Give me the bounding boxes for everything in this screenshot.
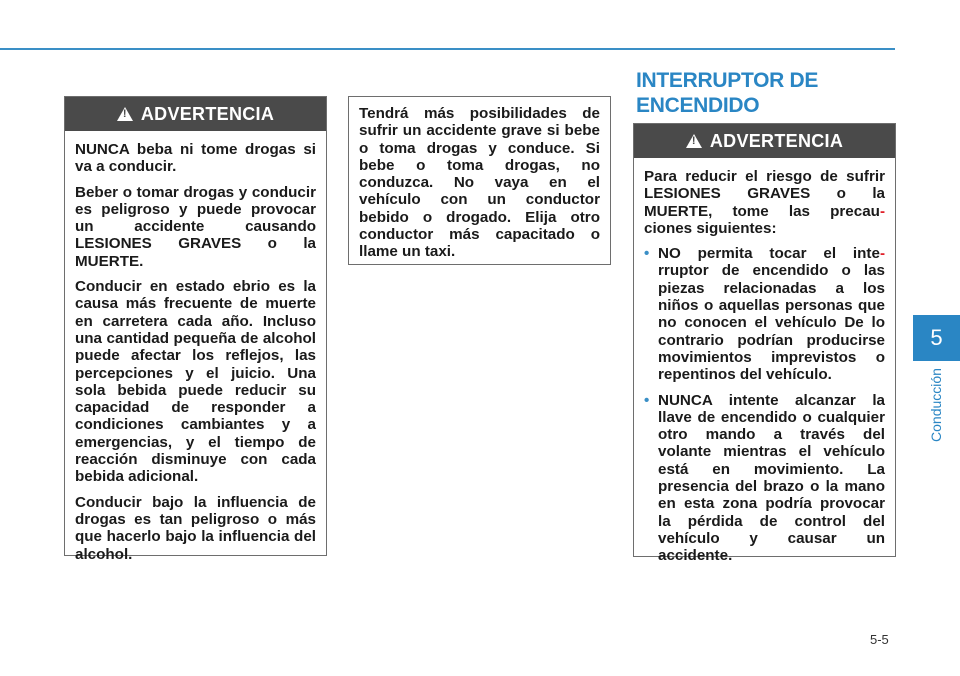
warning-intro [644, 168, 885, 237]
hyphen-mark: - [879, 245, 885, 263]
continuation-text: Tendrá más posibilidades de sufrir un accidente grave si bebe o toma drogas y conduce. Si bebe o toma drogas, no conduzca. No vaya en el vehículo con un conductor bebido o drogado. Elija otro conductor más capacitado o llame un taxi. [359, 105, 600, 261]
hyphen-mark: - [879, 202, 885, 220]
warning-triangle-icon [117, 107, 133, 121]
section-title [636, 68, 818, 118]
intro-text-a: Para reducir el riesgo de sufrir LESIONES GRAVES o la MUERTE, tome las precau [644, 168, 885, 220]
page-number: 5-5 [870, 632, 889, 647]
section-title-line2: ENCENDIDO [636, 94, 760, 117]
warning-header [65, 97, 326, 131]
intro-text-b: ciones siguientes: [644, 219, 777, 237]
warning-paragraph: NUNCA beba ni tome drogas si va a conducir. [75, 141, 316, 176]
bullet-dot-icon: • [644, 245, 650, 263]
warning-paragraph: Beber o tomar drogas y conducir es peligroso y puede provocar un accidente causando LESIONES GRAVES o la MUERTE. [75, 183, 316, 270]
bullet-dot-icon: • [644, 391, 650, 409]
chapter-label: Conducción [928, 368, 944, 442]
warning-paragraph: Conducir en estado ebrio es la causa más frecuente de muerte en carretera cada año. Incluso una cantidad pequeña de alcohol puede afectar los reflejos, las percepciones y el juicio. Una sola bebida puede reducir su capacidad de responder a condiciones cambiantes y a emergencias, y el tiempo de reacción disminuye con cada bebida adicional. [75, 278, 316, 486]
warning-body [65, 131, 326, 571]
warning-box-alcohol [64, 96, 327, 563]
warning-heading: ADVERTENCIA [709, 130, 844, 151]
warning-heading: ADVERTENCIA [140, 103, 275, 124]
bullet-item [644, 245, 885, 383]
warning-body [634, 158, 895, 573]
warning-box-continuation [348, 96, 611, 265]
header-rule [0, 48, 895, 50]
bullet-text-b: rruptor de encendido o las piezas relacionadas a los niños o aquellas personas que no conocen el vehículo De lo contrario podrían producirse movimientos imprevistos o repentinos del vehículo. [658, 262, 885, 384]
chapter-number: 5 [930, 325, 943, 350]
bullet-text: NUNCA intente alcanzar la llave de encendido o cualquier otro mando a través del volante mientras el vehículo está en movimiento. La presencia del brazo o la mano en esta zona podría provocar la pérdida de control del vehículo y causar un accidente. [658, 391, 885, 565]
bullet-item [644, 392, 885, 565]
chapter-tab [913, 315, 960, 361]
warning-triangle-icon [686, 134, 702, 148]
warning-box-ignition [633, 123, 896, 565]
bullet-text-a: NO permita tocar el inte [658, 245, 880, 263]
warning-header [634, 124, 895, 158]
warning-paragraph: Conducir bajo la influencia de drogas es tan peligroso o más que hacerlo bajo la influencia del alcohol. [75, 493, 316, 563]
section-title-line1: INTERRUPTOR DE [636, 69, 819, 92]
continuation-body [349, 97, 610, 269]
